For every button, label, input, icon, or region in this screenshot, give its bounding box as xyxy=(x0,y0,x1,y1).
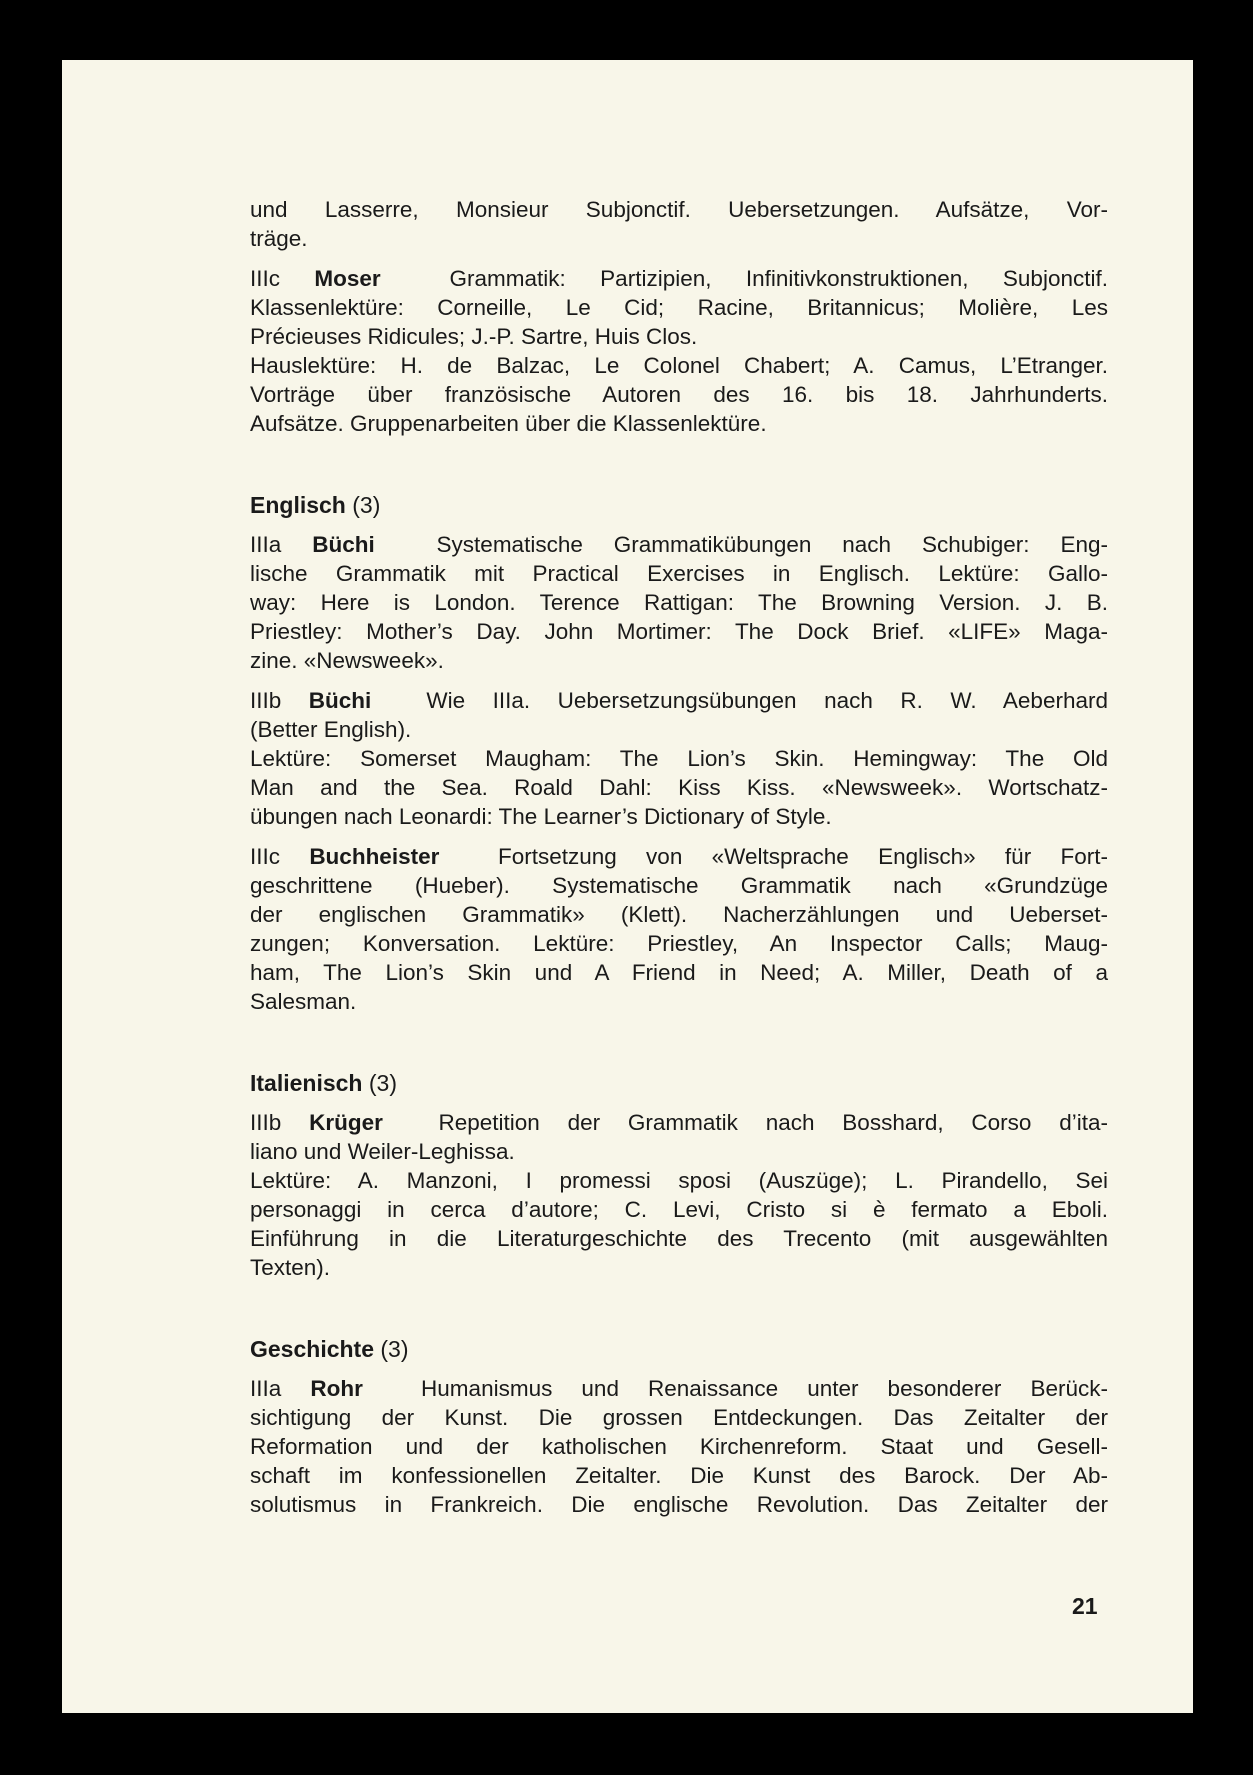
text-line: Salesman. xyxy=(250,989,357,1014)
teacher-name: Büchi xyxy=(312,532,375,557)
teacher-name: Rohr xyxy=(310,1376,363,1401)
text-line: (Better English). xyxy=(250,717,412,742)
teacher-name: Krüger xyxy=(309,1110,383,1135)
text-line: ham, The Lion’s Skin und A Friend in Need; A. Miller, Death of a xyxy=(250,960,1108,985)
text-line: Priestley: Mother’s Day. John Mortimer: The Dock Brief. «LIFE» Maga- xyxy=(250,619,1108,644)
page-number: 21 xyxy=(1072,1593,1098,1619)
entry-text: Fortsetzung von «Weltsprache Englisch» für Fort- xyxy=(497,844,1108,869)
course-entry xyxy=(250,1374,1108,1519)
class-code: IIIb xyxy=(250,688,282,713)
text-line: und Lasserre, Monsieur Subjonctif. Uebersetzungen. Aufsätze, Vor- xyxy=(250,197,1108,222)
text-line: der englischen Grammatik» (Klett). Nacherzählungen und Ueberset- xyxy=(250,902,1108,927)
entry-text: Systematische Grammatikübungen nach Schubiger: Eng- xyxy=(436,532,1108,557)
text-line: lische Grammatik mit Practical Exercises in Englisch. Lektüre: Gallo- xyxy=(250,561,1108,586)
text-line: Man and the Sea. Roald Dahl: Kiss Kiss. «Newsweek». Wortschatz- xyxy=(250,775,1108,800)
course-entry xyxy=(250,686,1108,831)
section-heading xyxy=(250,1334,1108,1364)
document-page xyxy=(62,60,1193,1713)
teacher-name: Moser xyxy=(314,266,381,291)
text-line: geschrittene (Hueber). Systematische Grammatik nach «Grundzüge xyxy=(250,873,1108,898)
text-line: solutismus in Frankreich. Die englische Revolution. Das Zeitalter der xyxy=(250,1492,1108,1517)
section-italienisch xyxy=(250,1068,1108,1282)
course-entry xyxy=(250,1108,1108,1282)
text-line: Einführung in die Literaturgeschichte des Trecento (mit ausgewählten xyxy=(250,1226,1108,1251)
text-line: Klassenlektüre: Corneille, Le Cid; Racine, Britannicus; Molière, Les xyxy=(250,295,1108,320)
section-geschichte xyxy=(250,1334,1108,1519)
text-line: Lektüre: Somerset Maugham: The Lion’s Skin. Hemingway: The Old xyxy=(250,746,1108,771)
text-line: Lektüre: A. Manzoni, I promessi sposi (Auszüge); L. Pirandello, Sei xyxy=(250,1168,1108,1193)
section-englisch xyxy=(250,490,1108,1016)
entry-text: Wie IIIa. Uebersetzungsübungen nach R. W. Aeberhard xyxy=(426,688,1108,713)
text-line: personaggi in cerca d’autore; C. Levi, Cristo si è fermato a Eboli. xyxy=(250,1197,1108,1222)
text-line: zungen; Konversation. Lektüre: Priestley, An Inspector Calls; Maug- xyxy=(250,931,1108,956)
entry-first-line xyxy=(250,264,1108,293)
text-line: zine. «Newsweek». xyxy=(250,648,444,673)
section-hours: (3) xyxy=(368,1070,397,1096)
section-hours: (3) xyxy=(352,492,381,518)
course-entry-moser xyxy=(250,264,1108,438)
intro-paragraph xyxy=(250,195,1108,253)
entry-text: Grammatik: Partizipien, Infinitivkonstruktionen, Subjonctif. xyxy=(449,266,1108,291)
text-line: liano und Weiler-Leghissa. xyxy=(250,1139,515,1164)
entry-first-line xyxy=(250,686,1108,715)
text-line: way: Here is London. Terence Rattigan: The Browning Version. J. B. xyxy=(250,590,1108,615)
text-line: sichtigung der Kunst. Die grossen Entdeckungen. Das Zeitalter der xyxy=(250,1405,1108,1430)
course-entry xyxy=(250,842,1108,1016)
text-line: Hauslektüre: H. de Balzac, Le Colonel Chabert; A. Camus, L’Etranger. xyxy=(250,353,1108,378)
teacher-name: Buchheister xyxy=(309,844,440,869)
text-line: träge. xyxy=(250,226,308,251)
text-line: Vorträge über französische Autoren des 16. bis 18. Jahrhunderts. xyxy=(250,382,1108,407)
section-heading xyxy=(250,490,1108,520)
class-code: IIIb xyxy=(250,1110,282,1135)
text-line: Reformation und der katholischen Kirchenreform. Staat und Gesell- xyxy=(250,1434,1108,1459)
entry-text: Humanismus und Renaissance unter besonderer Berück- xyxy=(421,1376,1108,1401)
text-line: Texten). xyxy=(250,1255,331,1280)
class-code: IIIa xyxy=(250,1376,282,1401)
entry-first-line xyxy=(250,842,1108,871)
class-code: IIIa xyxy=(250,532,282,557)
class-code: IIIc xyxy=(250,266,281,291)
entry-text: Repetition der Grammatik nach Bosshard, Corso d’ita- xyxy=(438,1110,1108,1135)
text-line: schaft im konfessionellen Zeitalter. Die Kunst des Barock. Der Ab- xyxy=(250,1463,1108,1488)
page-content xyxy=(250,195,1108,1519)
text-line: Aufsätze. Gruppenarbeiten über die Klassenlektüre. xyxy=(250,411,767,436)
teacher-name: Büchi xyxy=(308,688,372,713)
section-title: Geschichte xyxy=(250,1336,374,1362)
section-heading xyxy=(250,1068,1108,1098)
text-line: übungen nach Leonardi: The Learner’s Dictionary of Style. xyxy=(250,804,832,829)
entry-first-line xyxy=(250,1108,1108,1137)
entry-first-line xyxy=(250,530,1108,559)
class-code: IIIc xyxy=(250,844,281,869)
text-line: Précieuses Ridicules; J.-P. Sartre, Huis Clos. xyxy=(250,324,698,349)
section-title: Englisch xyxy=(250,492,346,518)
section-title: Italienisch xyxy=(250,1070,363,1096)
section-hours: (3) xyxy=(380,1336,409,1362)
entry-first-line xyxy=(250,1374,1108,1403)
course-entry xyxy=(250,530,1108,675)
